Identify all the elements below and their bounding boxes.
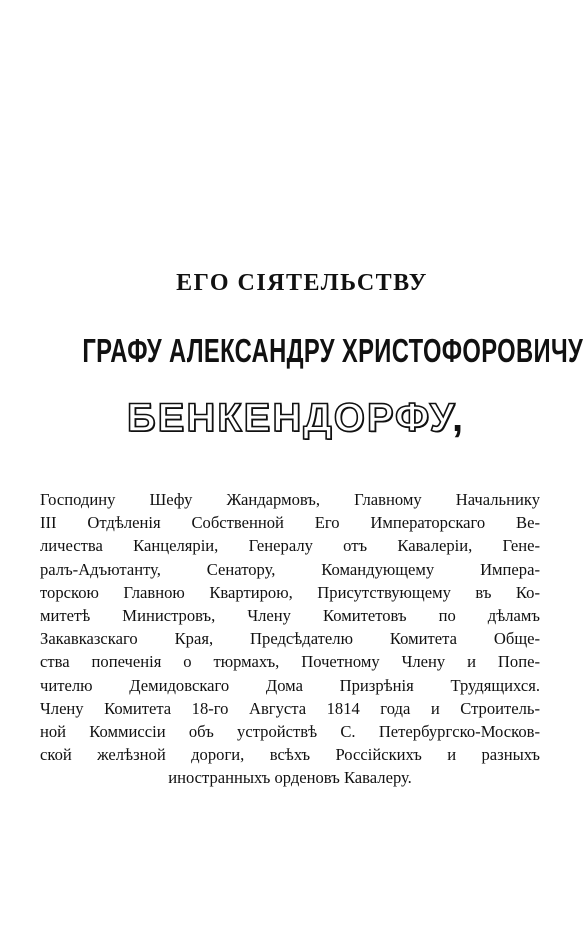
titles-line: Закавказскаго Края, Предсѣдателю Комитета Обще- bbox=[40, 629, 540, 649]
titles-line: ской желѣзной дороги, всѣхъ Россійскихъ и разныхъ bbox=[40, 745, 540, 765]
titles-line: личества Канцеляріи, Генералу отъ Кавалеріи, Гене- bbox=[40, 536, 540, 556]
titles-line-last: иностранныхъ орденовъ Кавалеру. bbox=[168, 768, 412, 788]
titles-line: Господину Шефу Жандармовъ, Главному Начальнику bbox=[40, 490, 540, 509]
dedication-title: ЕГО СІЯТЕЛЬСТВУ bbox=[176, 270, 428, 296]
dedication-surname-punctuation: , bbox=[451, 396, 466, 440]
titles-line: митетѣ Министровъ, Члену Комитетовъ по дѣламъ bbox=[40, 605, 540, 625]
dedication-surname-line bbox=[2, 396, 588, 441]
dedication-surname: БЕНКЕНДОРФУ bbox=[126, 396, 452, 440]
titles-paragraph bbox=[40, 488, 540, 789]
titles-line: III Отдѣленія Собственной Его Императорскаго Ве- bbox=[40, 513, 540, 533]
titles-line: ралъ-Адъютанту, Сенатору, Командующему Импера- bbox=[40, 559, 540, 579]
titles-line: чителю Демидовскаго Дома Призрѣнія Трудящихся. bbox=[40, 675, 540, 695]
dedication-name: ГРАФУ АЛЕКСАНДРУ ХРИСТОФОРОВИЧУ bbox=[82, 332, 584, 369]
titles-line: торскою Главною Квартирою, Присутствующему въ Ко- bbox=[40, 582, 540, 602]
titles-line: ства попеченія о тюрмахъ, Почетному Члену и Попе- bbox=[40, 652, 540, 672]
titles-line: ной Коммиссіи объ устройствѣ С. Петербургско-Москов- bbox=[40, 721, 540, 741]
titles-line: Члену Комитета 18-го Августа 1814 года и Строитель- bbox=[40, 698, 540, 718]
